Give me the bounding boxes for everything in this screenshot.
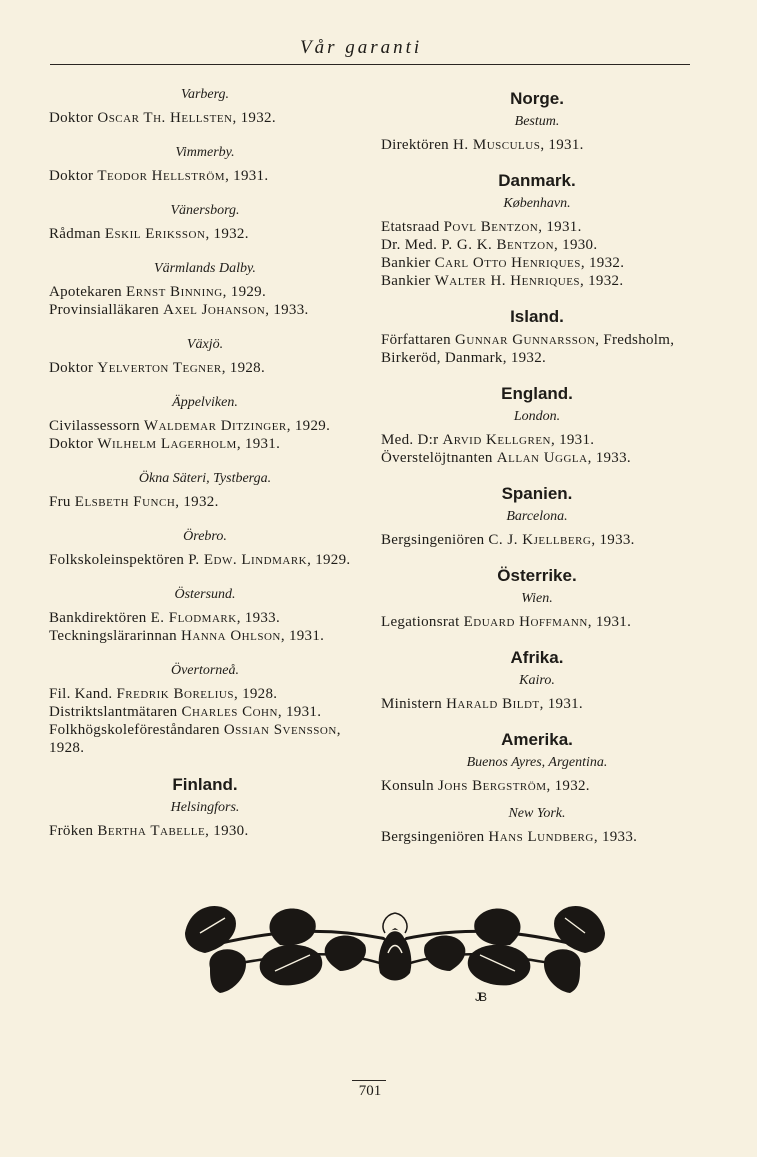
country-section-finland (49, 774, 361, 840)
place-name: Växjö. (186, 337, 224, 352)
guarantor-name: Allan Uggla (496, 450, 588, 466)
guarantor-year: , 1933. (591, 532, 635, 548)
guarantor-year: , 1931. (539, 696, 583, 712)
folio-rule (352, 1080, 386, 1081)
guarantor-year: , 1931. (280, 628, 325, 644)
guarantor-title: Fru (49, 494, 75, 510)
guarantor-year: , 1932. (546, 778, 590, 794)
guarantor-entry (49, 609, 361, 627)
guarantor-entry (49, 703, 361, 721)
guarantor-title: Bankier (381, 255, 435, 271)
guarantor-entry (381, 236, 693, 254)
guarantor-year: , 1932. (205, 226, 249, 242)
guarantor-title: Legationsrat (381, 614, 464, 630)
guarantor-name: Johs Bergström (438, 778, 547, 794)
guarantor-year: , 1931. (540, 137, 584, 153)
guarantor-name: Eskil Eriksson (104, 226, 206, 242)
guarantor-year: , 1931. (277, 704, 322, 720)
country-section (381, 565, 693, 631)
guarantor-entry (49, 721, 361, 757)
guarantor-year: , 1932. (232, 110, 276, 126)
guarantor-year: , 1931. (550, 432, 595, 448)
guarantor-entry (49, 822, 361, 840)
guarantor-name: Arvid Kellgren (442, 432, 551, 448)
guarantor-entry (381, 777, 693, 795)
guarantor-entry (49, 493, 361, 511)
place-name: Barcelona. (506, 509, 568, 524)
place-name: Vänersborg. (170, 203, 240, 218)
page-number: 701 (358, 1083, 382, 1099)
header-rule (50, 64, 690, 65)
country-section (381, 383, 693, 467)
place-name: Ökna Säteri, Tystberga. (138, 471, 272, 486)
guarantor-name: Harald Bildt (446, 696, 540, 712)
guarantor-title: Bergsingeniören (381, 829, 489, 845)
guarantor-title: Distriktslantmätaren (49, 704, 182, 720)
guarantor-title: Överstelöjtnanten (381, 450, 497, 466)
guarantor-year: , 1932. (580, 255, 625, 271)
guarantor-title: Doktor (49, 360, 98, 376)
country-section (381, 306, 693, 367)
guarantor-title: Doktor (49, 436, 98, 452)
guarantor-title: Författaren (381, 332, 455, 348)
guarantor-name: Gunnar Gunnarsson (455, 332, 596, 348)
guarantor-entry (49, 301, 361, 319)
location-group (49, 202, 361, 243)
guarantor-name: Axel Johanson (163, 302, 266, 318)
guarantor-year: , 1930. (205, 823, 249, 839)
place-name: Vimmerby. (175, 145, 235, 160)
guarantor-entry (381, 272, 693, 290)
location-group (381, 331, 693, 367)
location-group (49, 86, 361, 127)
place-name: Varberg. (180, 87, 230, 102)
location-group (49, 336, 361, 377)
guarantor-name: Hanna Ohlson (180, 628, 281, 644)
guarantor-year: , 1931. (236, 436, 281, 452)
country-heading: Danmark. (498, 171, 576, 190)
guarantor-title: Fil. Kand. (49, 686, 117, 702)
guarantor-entry (49, 435, 361, 453)
location-group (49, 144, 361, 185)
guarantor-entry (49, 283, 361, 301)
location-group (49, 470, 361, 511)
country-heading: Finland. (172, 775, 238, 794)
ornament-monogram: JB (475, 990, 486, 1004)
guarantor-name: Carl Otto Henriques (434, 255, 581, 271)
guarantor-name: Eduard Hoffmann (463, 614, 588, 630)
guarantor-title: Provinsialläkaren (49, 302, 164, 318)
guarantor-year: , 1931. (225, 168, 269, 184)
place-name: København. (503, 196, 571, 211)
left-column (49, 86, 361, 856)
guarantor-entry (381, 613, 693, 631)
location-group (381, 408, 693, 467)
country-section (381, 88, 693, 154)
location-group (381, 113, 693, 154)
guarantor-entry (49, 167, 361, 185)
guarantor-title: Civilassessorn (49, 418, 144, 434)
guarantor-entry (49, 417, 361, 435)
country-section (381, 729, 693, 846)
guarantor-title: Folkhögskoleföreståndaren (49, 722, 224, 738)
guarantor-title: Teckningslärarinnan (49, 628, 181, 644)
guarantor-name: E. Flodmark (150, 610, 237, 626)
guarantor-year: , 1928. (221, 360, 266, 376)
place-name: Kairo. (519, 673, 555, 688)
guarantor-name: Charles Cohn (181, 704, 278, 720)
guarantor-entry (381, 449, 693, 467)
guarantor-entry (49, 551, 361, 569)
guarantor-title: Bankier (381, 273, 435, 289)
location-group (381, 590, 693, 631)
place-name: Värmlands Dalby. (154, 261, 256, 276)
location-group (381, 754, 693, 795)
guarantor-year: , 1928. (49, 722, 341, 756)
place-name: Bestum. (514, 114, 560, 129)
guarantor-year: , 1933. (593, 829, 638, 845)
guarantor-title: Fröken (49, 823, 98, 839)
country-heading: Norge. (510, 89, 564, 108)
guarantor-name: Povl Bentzon (443, 219, 539, 235)
guarantor-year: , 1933. (587, 450, 631, 466)
guarantor-entry (49, 109, 361, 127)
guarantor-name: Ernst Binning (126, 284, 223, 300)
guarantor-title: Apotekaren (49, 284, 127, 300)
place-name: Buenos Ayres, Argentina. (466, 755, 608, 770)
location-group (381, 508, 693, 549)
guarantor-name: Hans Lundberg (488, 829, 594, 845)
guarantor-year: , 1932. (175, 494, 219, 510)
guarantor-year: , 1932. (580, 273, 624, 289)
guarantor-title: Rådman (49, 226, 105, 242)
guarantor-name: H. Musculus (453, 137, 541, 153)
location-group (49, 662, 361, 757)
guarantor-title: Med. D:r (381, 432, 443, 448)
guarantor-name: Bertha Tabelle (97, 823, 206, 839)
place-name: Äppelviken. (172, 395, 238, 410)
guarantor-year: , 1929. (286, 418, 331, 434)
location-group (49, 799, 361, 840)
guarantor-year: , 1929. (307, 552, 351, 568)
guarantor-entry (381, 218, 693, 236)
guarantor-entry (49, 225, 361, 243)
guarantor-name: Waldemar Ditzinger (143, 418, 287, 434)
guarantor-name: Elsbeth Funch (74, 494, 176, 510)
guarantor-name: Teodor Hellström (97, 168, 226, 184)
place-name: London. (513, 409, 561, 424)
guarantor-name: Walter H. Henriques (434, 273, 581, 289)
guarantor-name: C. J. Kjellberg (488, 532, 592, 548)
location-group (49, 528, 361, 569)
country-heading: Spanien. (501, 484, 573, 503)
place-name: Wien. (521, 591, 553, 606)
place-name: Östersund. (174, 587, 236, 602)
country-heading: Österrike. (497, 566, 577, 585)
guarantor-name: P. Edw. Lindmark (188, 552, 308, 568)
place-name: Helsingfors. (170, 800, 240, 815)
guarantor-name: Oscar Th. Hellsten (97, 110, 233, 126)
guarantor-name: P. G. K. Bentzon (441, 237, 555, 253)
country-heading: Island. (510, 307, 564, 326)
place-name: Örebro. (183, 529, 227, 544)
guarantor-entry (49, 627, 361, 645)
guarantor-title: Etatsraad (381, 219, 444, 235)
guarantor-name: Fredrik Borelius (116, 686, 234, 702)
country-heading: Amerika. (501, 730, 573, 749)
guarantor-entry (381, 136, 693, 154)
location-group (381, 805, 693, 846)
place-name: Övertorneå. (170, 663, 240, 678)
guarantor-entry (49, 359, 361, 377)
guarantor-year: , Fredsholm, Birkeröd, Danmark, 1932. (381, 332, 675, 366)
guarantor-title: Bankdirektören (49, 610, 151, 626)
guarantor-year: , 1933. (236, 610, 281, 626)
country-section (381, 647, 693, 713)
guarantor-entry (381, 431, 693, 449)
guarantor-year: , 1931. (587, 614, 632, 630)
guarantor-entry (381, 531, 693, 549)
guarantor-year: , 1928. (233, 686, 278, 702)
location-group (49, 260, 361, 319)
guarantor-entry (381, 254, 693, 272)
guarantor-entry (381, 331, 693, 367)
guarantor-entry (49, 685, 361, 703)
guarantor-title: Doktor (49, 168, 98, 184)
guarantor-name: Wilhelm Lagerholm (97, 436, 237, 452)
guarantor-title: Direktören (381, 137, 454, 153)
guarantor-title: Bergsingeniören (381, 532, 489, 548)
location-group (49, 394, 361, 453)
guarantor-year: , 1931. (538, 219, 582, 235)
guarantor-title: Doktor (49, 110, 98, 126)
guarantor-title: Dr. Med. (381, 237, 442, 253)
guarantor-name: Ossian Svensson (223, 722, 337, 738)
country-section (381, 483, 693, 549)
guarantor-year: , 1930. (554, 237, 598, 253)
guarantor-entry (381, 828, 693, 846)
location-group (381, 195, 693, 290)
guarantor-title: Folkskoleinspektören (49, 552, 189, 568)
country-heading: England. (501, 384, 573, 403)
guarantor-year: , 1933. (265, 302, 309, 318)
place-name: New York. (508, 806, 566, 821)
country-heading: Afrika. (510, 648, 564, 667)
guarantor-title: Ministern (381, 696, 447, 712)
guarantor-title: Konsuln (381, 778, 438, 794)
running-header-title: Vår garanti (300, 37, 423, 58)
location-group (381, 672, 693, 713)
guarantor-year: , 1929. (222, 284, 267, 300)
guarantor-name: Yelverton Tegner (97, 360, 222, 376)
guarantor-entry (381, 695, 693, 713)
right-column (381, 88, 693, 862)
country-section (381, 170, 693, 290)
location-group (49, 586, 361, 645)
ivy-leaf-vignette-icon (180, 893, 610, 1013)
